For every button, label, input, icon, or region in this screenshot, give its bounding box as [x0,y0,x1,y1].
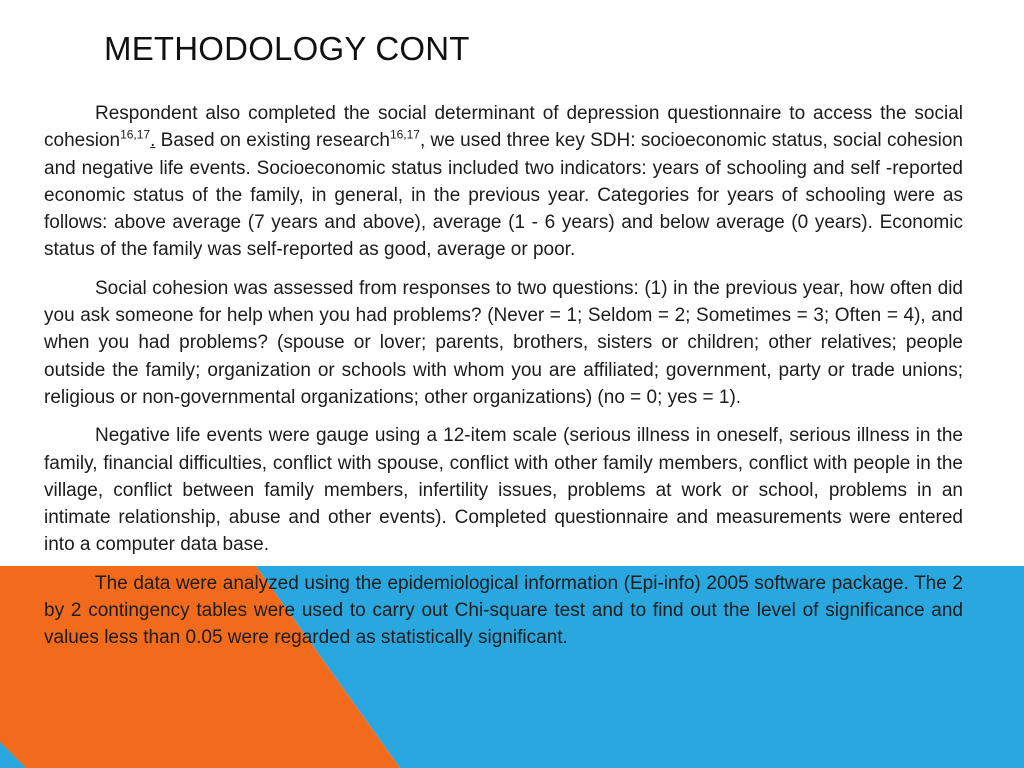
citation-superscript: 16,17 [120,127,151,142]
paragraph-social-determinants: Respondent also completed the social determinant of depression questionnaire to access the social cohesion$^{16,17}$. Based on existing research$^{16,17}$, we used three key SDH: socioeconomic status, social cohesion and negative life events. Socioeconomic status included two indicators: years of schooling and self -reported economic status of the family, in general, in the previous year. Categories for years of schooling were as follows: above average (7 years and above), average (1 - 6 years) and below average (0 years). Economic status of the family was self-reported as good, average or poor. [44,103,963,261]
citation-superscript: 16,17 [389,127,420,142]
slide-title: METHODOLOGY CONT [104,30,470,67]
citation-mark: , [419,130,426,152]
paragraph-negative-life-events: Negative life events were gauge using a 12-item scale (serious illness in oneself, serious illness in the family, financial difficulties, conflict with spouse, conflict with other family members, conflict with people in the village, conflict between family members, infertility issues, problems at work or school, problems in an intimate relationship, abuse and other events). Completed questionnaire and measurements were entered into a computer data base. [44,425,963,556]
paragraph-social-cohesion: Social cohesion was assessed from responses to two questions: (1) in the previous year, how often did you ask someone for help when you had problems? (Never = 1; Seldom = 2; Sometimes = 3; Often = 4), and when you had problems? (spouse or lover; parents, brothers, sisters or children; other relatives; people outside the family; organization or schools with whom you are affiliated; government, party or trade unions; religious or non-governmental organizations; other organizations) (no = 0; yes = 1). [44,277,963,408]
paragraph-data-analysis: The data were analyzed using the epidemiological information (Epi-info) 2005 software package. The 2 by 2 contingency tables were used to carry out Chi-square test and to find out the level of significance and values less than 0.05 were regarded as statistically significant. [44,572,963,649]
citation-mark: . [150,130,156,152]
slide-body [44,100,963,663]
